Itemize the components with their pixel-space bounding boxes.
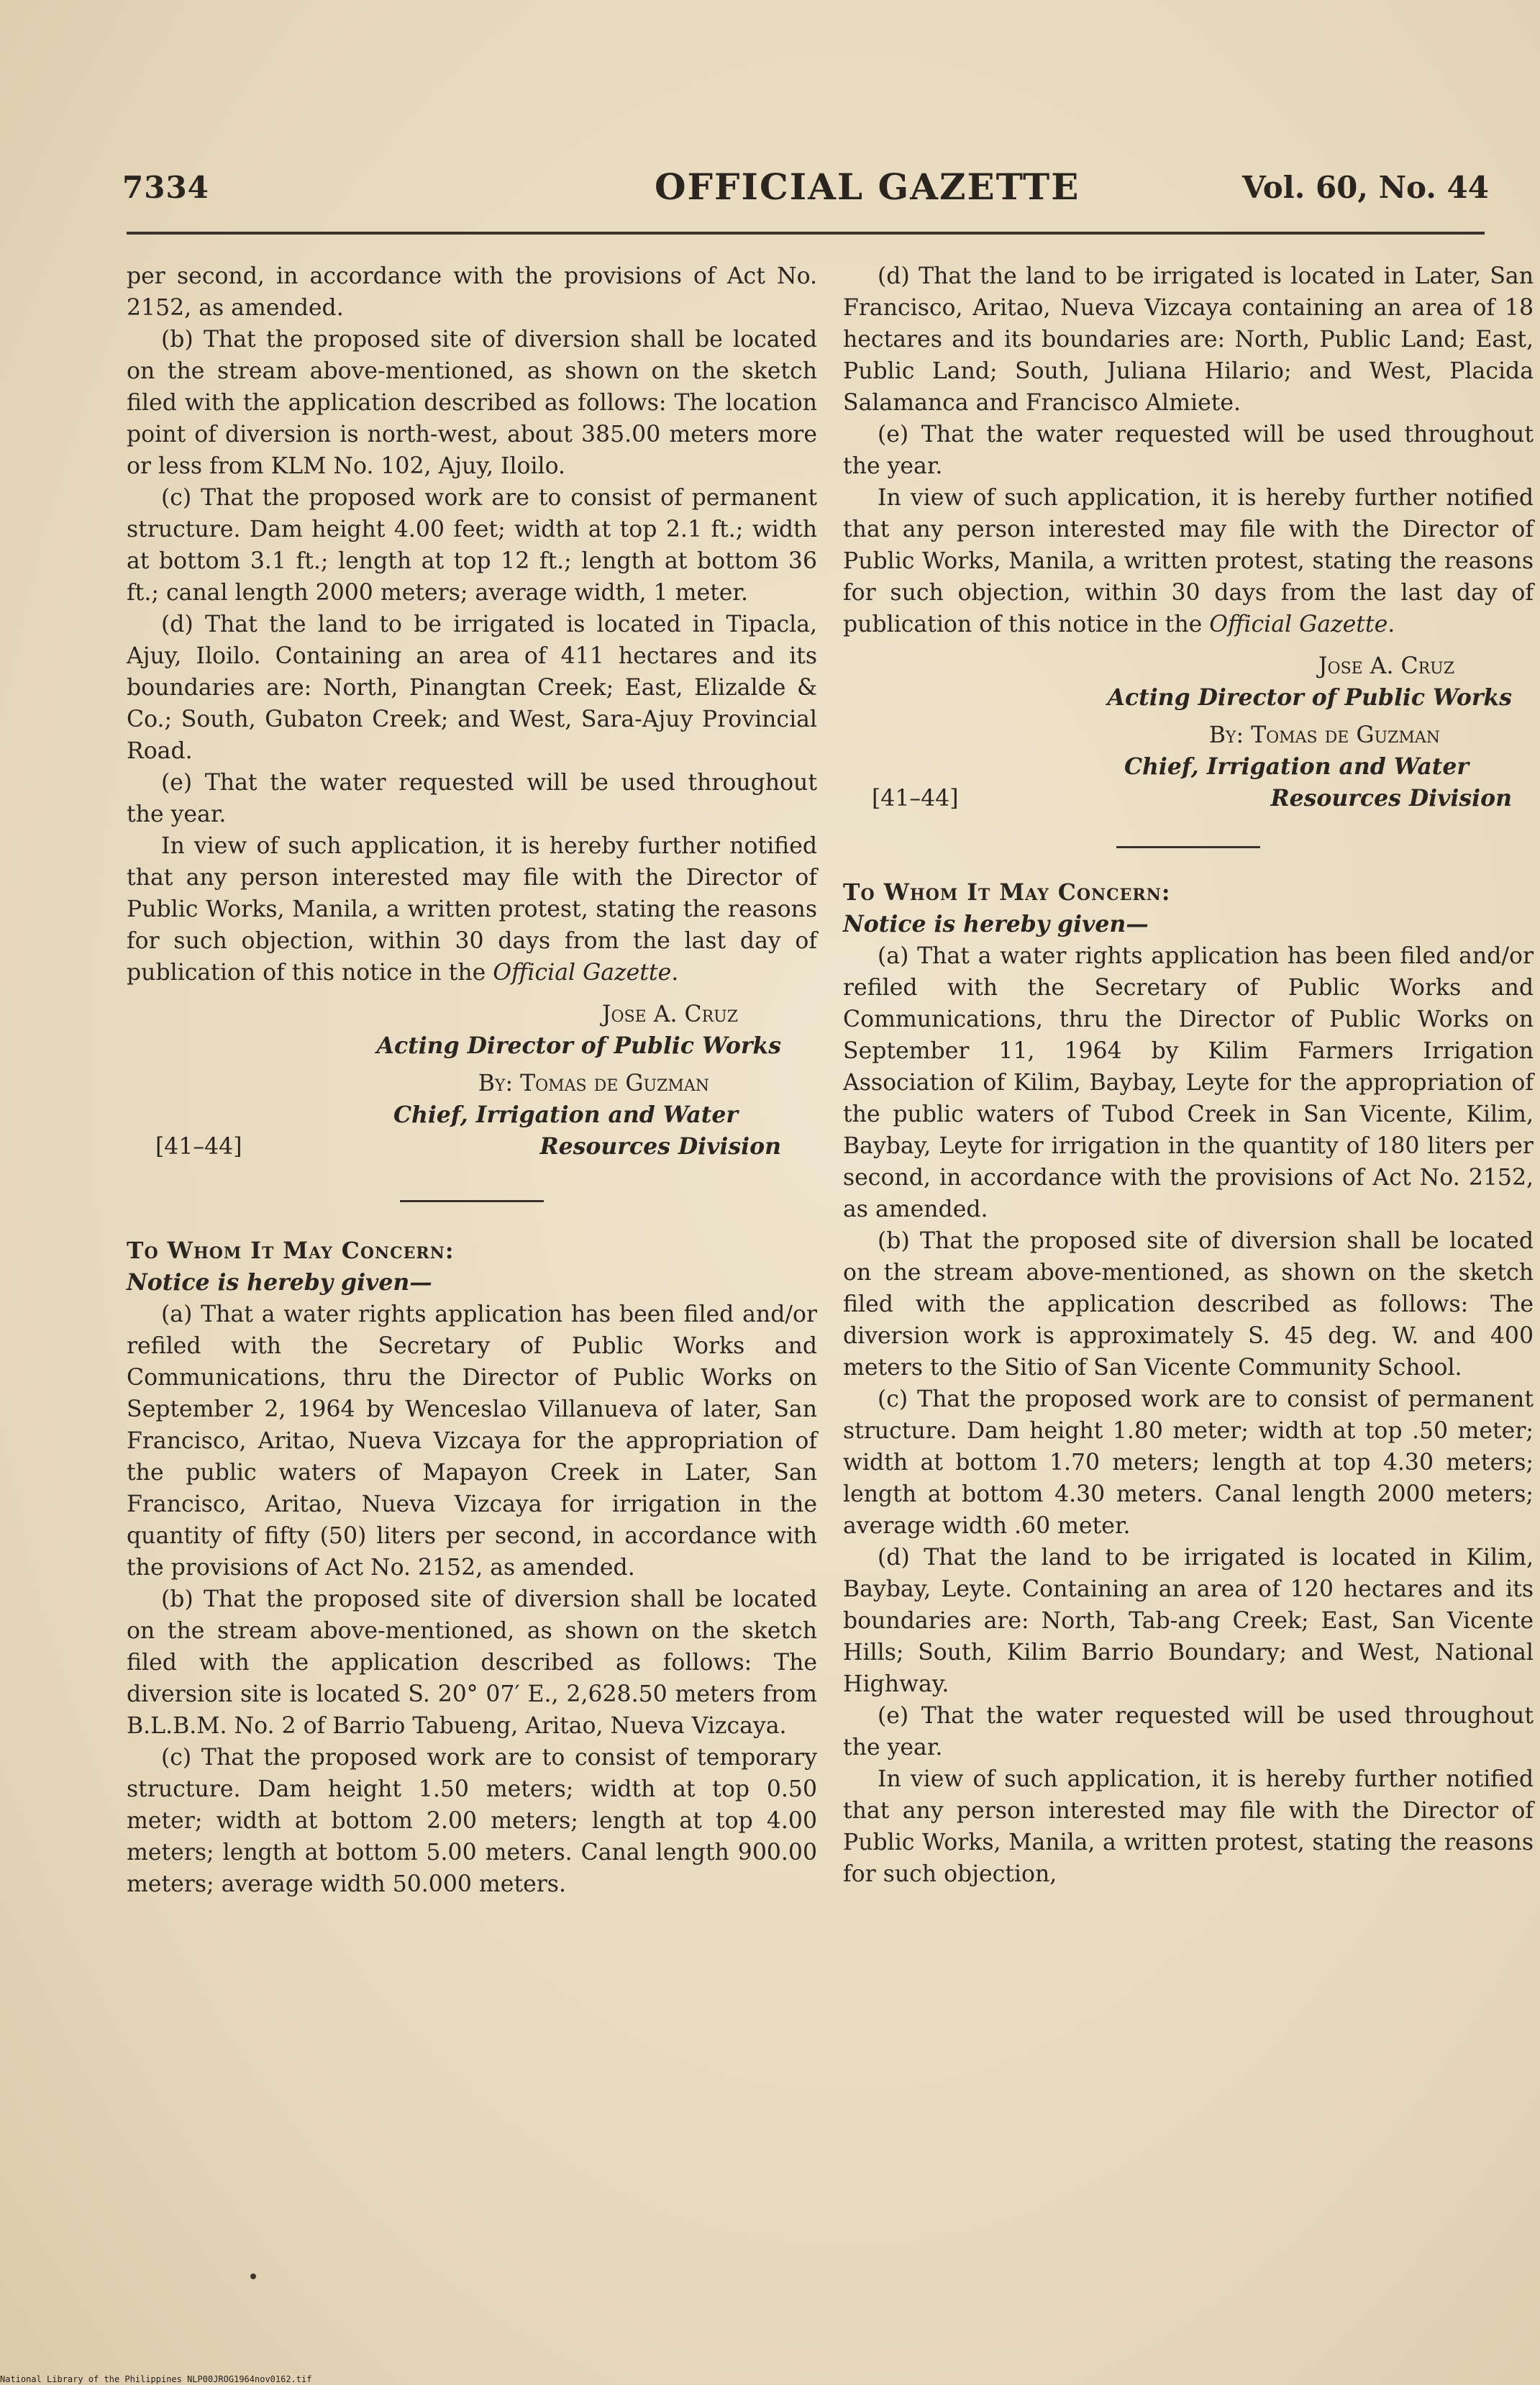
paragraph: (e) That the water requested will be used throughout the year. <box>127 770 817 827</box>
salutation: To Whom It May Concern: <box>127 1237 455 1264</box>
paragraph: (a) That a water rights application has been filed and/or refiled with the Secretary of Public Works and Communications, thru the Director of Public Works on September 11, 1964 by Kilim Farmers Irrigation Association of Kilim, Baybay, Leyte for the appropriation of the public waters of Tubod Creek in San Vicente, Kilim, Baybay, Leyte for irrigation in the quantity of 180 liters per second, in accordance with the provisions of Act No. 2152, as amended. <box>843 943 1534 1222</box>
paragraph: (e) That the water requested will be used throughout the year. <box>843 422 1534 479</box>
signature-last-line <box>843 783 1534 814</box>
paragraph: (b) That the proposed site of diversion shall be located on the stream above-mentioned, as shown on the sketch filed with the application described as follows: The diversion work is approximately S. 45 deg. W. and 400 meters to the Sitio of San Vicente Community School. <box>843 1228 1534 1381</box>
signatory-chief: Chief, Irrigation and Water <box>1124 753 1469 780</box>
signatory-title: Acting Director of Public Works <box>376 1032 781 1059</box>
page-number: 7334 <box>122 170 209 205</box>
paragraph: (b) That the proposed site of diversion shall be located on the stream above-mentioned, as shown on the sketch filed with the application described as follows: The location point of diversion is north-west, about 385.00 meters more or less from KLM No. 102, Ajuy, Iloilo. <box>127 327 817 479</box>
paragraph: (c) That the proposed work are to consist of permanent structure. Dam height 4.00 feet; width at top 2.1 ft.; width at bottom 3.1 ft.; length at top 12 ft.; length at bottom 36 ft.; canal length 2000 meters; average width, 1 meter. <box>127 485 817 606</box>
notice-heading: Notice is hereby given— <box>127 1269 432 1296</box>
paragraph: (c) That the proposed work are to consist of temporary structure. Dam height 1.50 meters; width at top 0.50 meter; width at bottom 2.00 meters; length at top 4.00 meters; length at bottom 5.00 meters. Canal length 900.00 meters; average width 50.000 meters. <box>127 1745 817 1897</box>
paragraph: (d) That the land to be irrigated is located in Kilim, Baybay, Leyte. Containing an area of 120 hectares and its boundaries are: North, Tab-ang Creek; East, San Vicente Hills; South, Kilim Barrio Boundary; and West, National Highway. <box>843 1545 1534 1697</box>
notice-heading: Notice is hereby given— <box>843 911 1149 937</box>
volume-number: Vol. 60, No. 44 <box>1242 170 1489 205</box>
paragraph: (c) That the proposed work are to consist of permanent structure. Dam height 1.80 meter; width at top .50 meter; width at bottom 1.70 meters; length at top 4.30 meters; length at bottom 4.30 meters. Canal length 2000 meters; average width .60 meter. <box>843 1386 1534 1539</box>
page-header <box>122 165 1489 220</box>
signature-block <box>843 650 1534 814</box>
paragraph: (e) That the water requested will be used throughout the year. <box>843 1703 1534 1761</box>
paragraph: (d) That the land to be irrigated is located in Tipacla, Ajuy, Iloilo. Containing an area of 411 hectares and its boundaries are: North, Pinangtan Creek; East, Elizalde & Co.; South, Gubaton Creek; and West, Sara-Ajuy Provincial Road. <box>127 612 817 764</box>
header-rule <box>127 232 1485 235</box>
signatory-by: By: Tomas de Guzman <box>478 1071 709 1096</box>
signature-block <box>127 999 817 1163</box>
paragraph: In view of such application, it is hereby further notified that any person interested may file with the Director of Public Works, Manila, a written protest, stating the reasons for such objection, within 30 days from the last day of publication of this notice in the Official Gazette. <box>127 833 817 986</box>
signatory-name: Jose A. Cruz <box>601 1001 738 1027</box>
signature-last-line <box>127 1131 817 1163</box>
ink-speck <box>250 2273 256 2279</box>
signatory-division: Resources Division <box>539 1133 781 1160</box>
signatory-title: Acting Director of Public Works <box>1107 684 1512 711</box>
publication-title: OFFICIAL GAZETTE <box>655 165 1080 208</box>
paragraph: (d) That the land to be irrigated is located in Later, San Francisco, Aritao, Nueva Vizcaya containing an area of 18 hectares and its boundaries are: North, Public Land; East, Public Land; South, Juliana Hilario; and West, Placida Salamanca and Francisco Almiete. <box>843 263 1534 416</box>
paragraph: per second, in accordance with the provisions of Act No. 2152, as amended. <box>127 263 817 321</box>
section-separator <box>400 1200 544 1202</box>
scan-source-label: National Library of the Philippines NLP00JROG1964nov0162.tif <box>0 2374 312 2384</box>
left-column <box>127 260 817 1900</box>
paragraph: In view of such application, it is hereby further notified that any person interested may file with the Director of Public Works, Manila, a written protest, stating the reasons for such objection, <box>843 1766 1534 1887</box>
signatory-chief: Chief, Irrigation and Water <box>393 1101 738 1128</box>
signatory-division: Resources Division <box>1270 785 1512 812</box>
paragraph: (a) That a water rights application has been filed and/or refiled with the Secretary of Public Works and Communications, thru the Director of Public Works on September 2, 1964 by Wenceslao Villanueva of later, San Francisco, Aritao, Nueva Vizcaya for the appropriation of the public waters of Mapayon Creek in Later, San Francisco, Aritao, Nueva Vizcaya for irrigation in the quantity of fifty (50) liters per second, in accordance with the provisions of Act No. 2152, as amended. <box>127 1301 817 1581</box>
notice-code: [41–44] <box>872 786 959 812</box>
salutation: To Whom It May Concern: <box>843 879 1171 906</box>
notice-code: [41–44] <box>155 1134 242 1160</box>
gazette-name: Official Gazette <box>1209 612 1388 637</box>
paragraph: In view of such application, it is hereby further notified that any person interested may file with the Director of Public Works, Manila, a written protest, stating the reasons for such objection, within 30 days from the last day of publication of this notice in the Official Gazette. <box>843 485 1534 637</box>
paragraph: (b) That the proposed site of diversion shall be located on the stream above-mentioned, as shown on the sketch filed with the application described as follows: The diversion site is located S. 20° 07′ E., 2,628.50 meters from B.L.B.M. No. 2 of Barrio Tabueng, Aritao, Nueva Vizcaya. <box>127 1586 817 1739</box>
signatory-name: Jose A. Cruz <box>1318 653 1454 679</box>
gazette-name: Official Gazette <box>493 960 672 986</box>
right-column <box>843 260 1534 1890</box>
signatory-by: By: Tomas de Guzman <box>1208 722 1440 748</box>
section-separator <box>1116 846 1260 848</box>
